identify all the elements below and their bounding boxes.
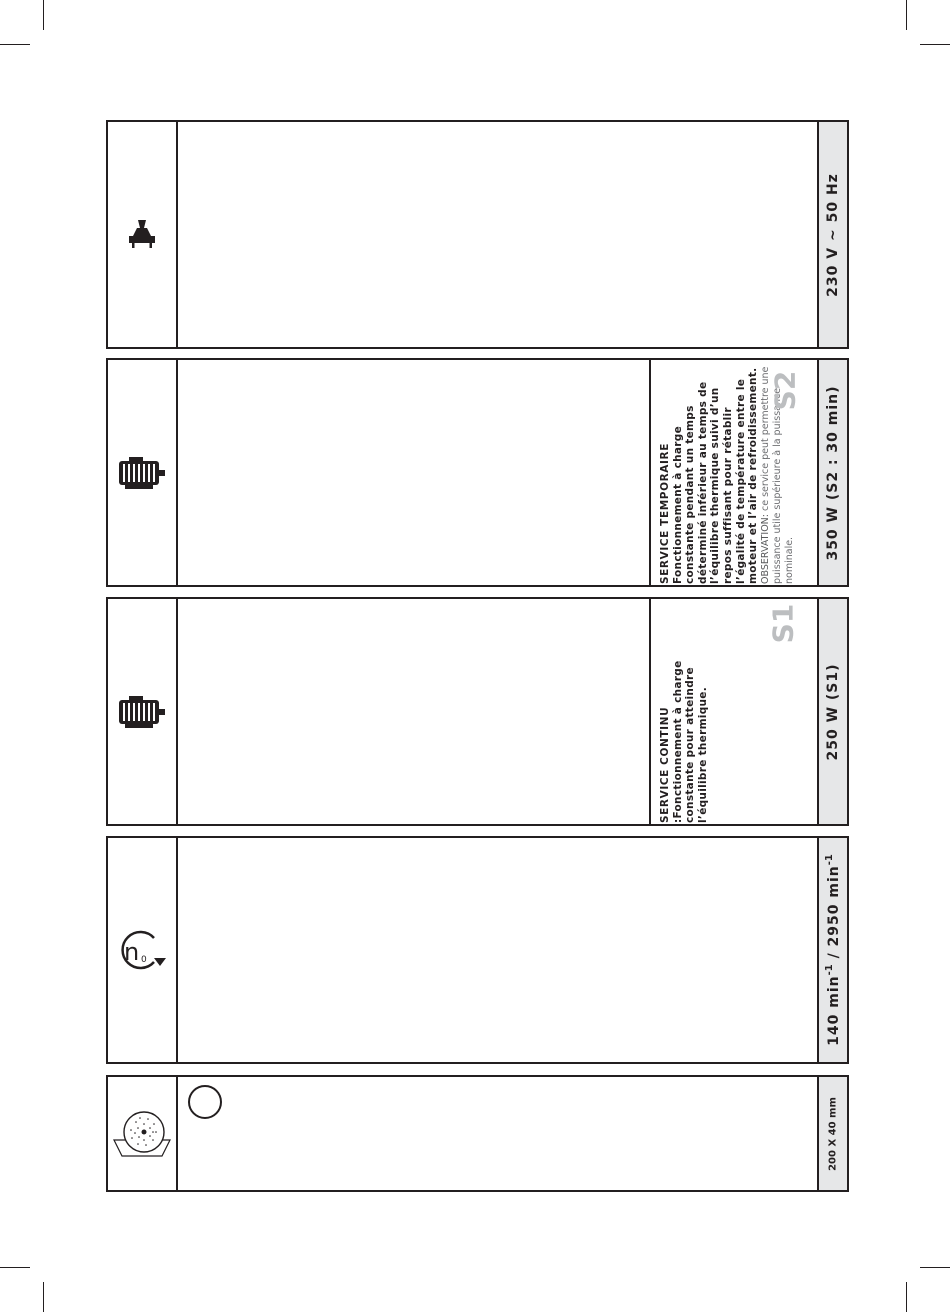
speed-value	[824, 854, 842, 1046]
crop-mark	[920, 1267, 950, 1268]
observation-label: OBSERVATION:	[759, 513, 771, 584]
duty-code: S1	[766, 603, 800, 644]
crop-mark	[43, 1282, 44, 1312]
value-cell	[817, 360, 847, 585]
duty-title: SERVICE CONTINU	[659, 706, 671, 823]
motor-icon	[117, 457, 167, 489]
disc-spec-box	[106, 1075, 849, 1192]
rotation-speed-icon	[114, 928, 170, 972]
crop-mark	[906, 1282, 907, 1312]
speed-spec-box	[106, 836, 849, 1064]
power-value: 350 W (S2 : 30 min)	[825, 384, 841, 561]
icon-cell	[108, 599, 178, 824]
voltage-spec-box	[106, 120, 849, 349]
duty-code: S2	[768, 370, 802, 411]
duty-title: SERVICE TEMPORAIRE	[659, 442, 671, 584]
crop-mark	[0, 44, 30, 45]
voltage-value: 230 V ~ 50 Hz	[825, 172, 841, 297]
speed-symbol: n	[124, 938, 140, 966]
power-value: 250 W (S1)	[825, 662, 841, 761]
icon-cell	[108, 838, 178, 1062]
speed-value-low: 140 min	[825, 975, 842, 1046]
description-cell	[649, 360, 817, 585]
icon-cell	[108, 122, 178, 347]
disc-size-value: 200 X 40 mm	[827, 1096, 839, 1171]
observation-text: ce service peut permettre une puissance utile supérieure à la puissance nominale.	[759, 366, 795, 584]
duty-body: Fonctionnement à charge constante pendant un temps déterminé inférieur au temps de l’équilibre thermique suivi d’un repos suffisant pour rétablir l’égalité de température entre le moteur et l’air de refroidissement.	[671, 367, 760, 584]
motor-icon	[117, 696, 167, 728]
unit-exponent: -1	[824, 854, 836, 866]
icon-cell	[108, 360, 178, 585]
icon-cell	[108, 1077, 178, 1190]
power-s1-spec-box	[106, 597, 849, 826]
duty-body: :Fonctionnement à charge constante pour atteindre l’équilibre thermique.	[671, 659, 709, 823]
crop-mark	[43, 0, 44, 30]
speed-symbol-sub: 0	[141, 955, 147, 965]
speed-value-high: / 2950 min	[825, 865, 842, 965]
plug-icon	[127, 217, 157, 253]
description-cell	[649, 599, 817, 824]
value-cell	[817, 122, 847, 347]
crop-mark	[920, 44, 950, 45]
crop-mark	[0, 1267, 30, 1268]
value-cell	[817, 1077, 847, 1190]
value-cell	[817, 838, 847, 1062]
grinding-disc-icon	[110, 1106, 174, 1162]
unit-exponent: -1	[824, 964, 836, 976]
crop-mark	[906, 0, 907, 30]
power-s2-spec-box	[106, 358, 849, 587]
blank-circle-mark	[188, 1085, 222, 1119]
value-cell	[817, 599, 847, 824]
